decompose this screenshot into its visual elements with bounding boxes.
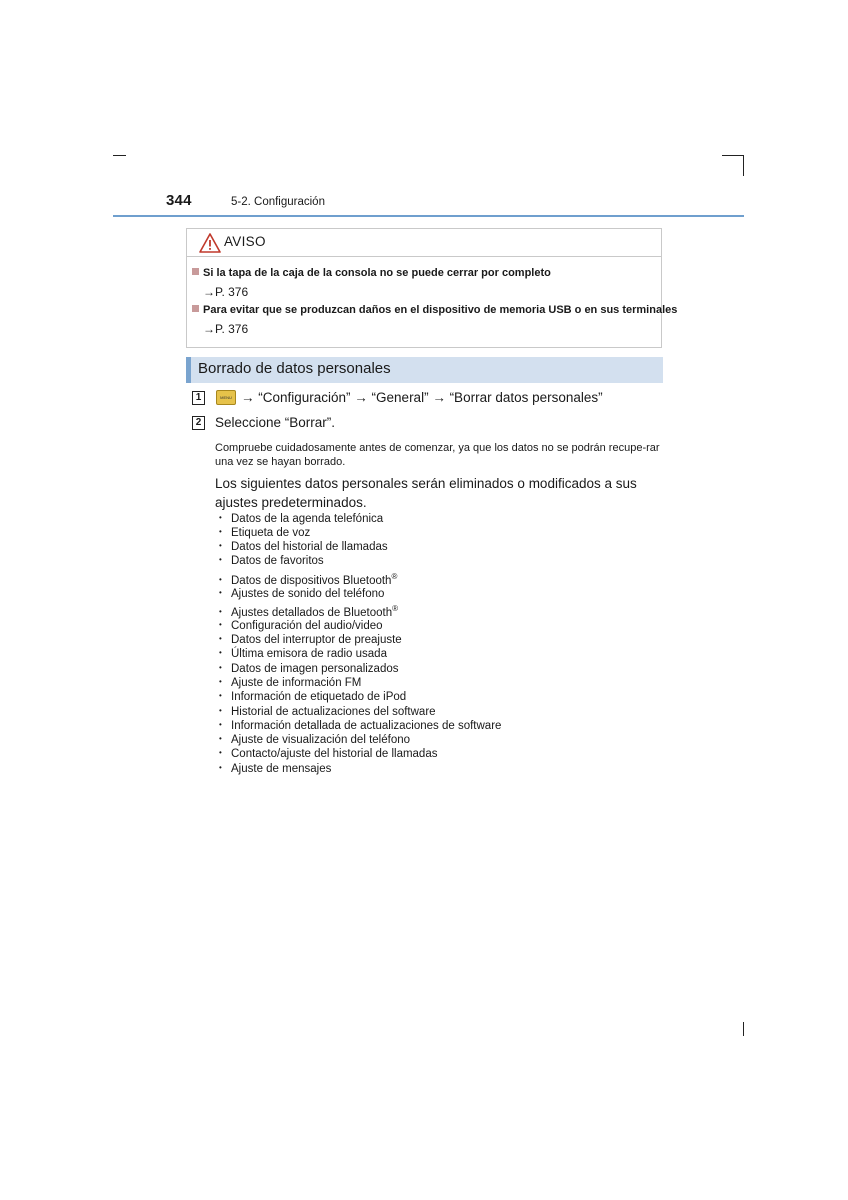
bullet-dot-icon: • [219, 691, 222, 700]
bullet-dot-icon: • [219, 574, 222, 584]
crop-mark-bottom-right [743, 1022, 744, 1036]
list-item-text: Etiqueta de voz [231, 527, 311, 539]
crop-mark-top-right-h [722, 155, 744, 156]
bullet-dot-icon: • [219, 555, 222, 564]
list-item-text: Historial de actualizaciones del software [231, 706, 436, 718]
registered-mark: ® [392, 604, 399, 613]
list-item [219, 734, 410, 746]
warning-title: AVISO [224, 234, 266, 249]
bullet-dot-icon: • [219, 513, 222, 522]
list-item [219, 706, 436, 718]
subsection-header [186, 357, 663, 383]
list-item [219, 663, 399, 675]
list-item [219, 620, 383, 632]
bullet-dot-icon: • [219, 648, 222, 657]
bullet-dot-icon: • [219, 634, 222, 643]
step-text: → “Configuración” → “General” → “Borrar datos personales” [241, 390, 603, 405]
list-item [219, 572, 397, 587]
bullet-dot-icon: • [219, 763, 222, 772]
header-rule [113, 215, 744, 217]
warning-item [192, 267, 551, 279]
list-item-text: Datos del interruptor de preajuste [231, 634, 402, 646]
warning-item [192, 304, 677, 316]
list-item-text: Datos del historial de llamadas [231, 541, 388, 553]
warning-triangle-icon [199, 233, 221, 253]
list-item-text: Última emisora de radio usada [231, 648, 387, 660]
bullet-dot-icon: • [219, 588, 222, 597]
warning-item-ref: →P. 376 [203, 285, 249, 299]
step-number: 1 [192, 391, 205, 405]
list-item [219, 648, 387, 660]
crop-mark-top-right-v [743, 155, 744, 176]
section-title: 5-2. Configuración [231, 196, 325, 208]
list-item [219, 588, 384, 600]
crop-mark-top-left [113, 155, 126, 156]
warning-box [186, 228, 678, 348]
square-bullet-icon [192, 268, 199, 275]
warning-item-heading: Si la tapa de la caja de la consola no se puede cerrar por completo [203, 267, 551, 279]
list-item [219, 541, 388, 553]
list-item [219, 748, 437, 760]
step-number: 2 [192, 416, 205, 430]
step-text: Seleccione “Borrar”. [215, 415, 336, 430]
paragraph-text: Los siguientes datos personales serán eliminados o modificados a sus ajustes predeterminados. [215, 476, 637, 510]
list-item-text: Información de etiquetado de iPod [231, 691, 407, 703]
list-item [219, 634, 402, 646]
bullet-dot-icon: • [219, 663, 222, 672]
list-item-text: Contacto/ajuste del historial de llamadas [231, 748, 438, 760]
subsection-title: Borrado de datos personales [198, 360, 391, 377]
note-text: Compruebe cuidadosamente antes de comenzar, ya que los datos no se podrán recupe-rar una vez se hayan borrado. [215, 442, 660, 468]
list-item-text: Datos de favoritos [231, 555, 324, 567]
bullet-dot-icon: • [219, 720, 222, 729]
list-item [219, 720, 501, 732]
square-bullet-icon [192, 305, 199, 312]
list-item-text: Ajustes de sonido del teléfono [231, 588, 385, 600]
list-item-text: Ajuste de información FM [231, 677, 362, 689]
menu-button-icon: MENU [216, 390, 236, 405]
list-item-text: Configuración del audio/video [231, 620, 383, 632]
bullet-dot-icon: • [219, 706, 222, 715]
list-item [219, 513, 383, 525]
warning-item-ref: →P. 376 [203, 322, 249, 336]
list-item-text: Datos de la agenda telefónica [231, 513, 384, 525]
warning-item-heading: Para evitar que se produzcan daños en el dispositivo de memoria USB o en sus terminales [203, 304, 678, 316]
bullet-dot-icon: • [219, 734, 222, 743]
bullet-dot-icon: • [219, 606, 222, 616]
list-item [219, 527, 310, 539]
list-item [219, 677, 361, 689]
list-item-text: Ajuste de mensajes [231, 763, 332, 775]
list-item-text: Datos de dispositivos Bluetooth® [231, 572, 398, 587]
page-number: 344 [166, 192, 192, 209]
list-item [219, 555, 324, 567]
bullet-dot-icon: • [219, 620, 222, 629]
list-item-text: Información detallada de actualizaciones de software [231, 720, 502, 732]
list-item-text: Ajustes detallados de Bluetooth® [231, 604, 399, 619]
list-item [219, 763, 331, 775]
bullet-dot-icon: • [219, 541, 222, 550]
bullet-dot-icon: • [219, 527, 222, 536]
warning-header [187, 229, 661, 257]
registered-mark: ® [391, 572, 398, 581]
bullet-dot-icon: • [219, 748, 222, 757]
bullet-dot-icon: • [219, 677, 222, 686]
list-item [219, 691, 406, 703]
list-item [219, 604, 398, 619]
list-item-text: Datos de imagen personalizados [231, 663, 399, 675]
list-item-text: Ajuste de visualización del teléfono [231, 734, 411, 746]
